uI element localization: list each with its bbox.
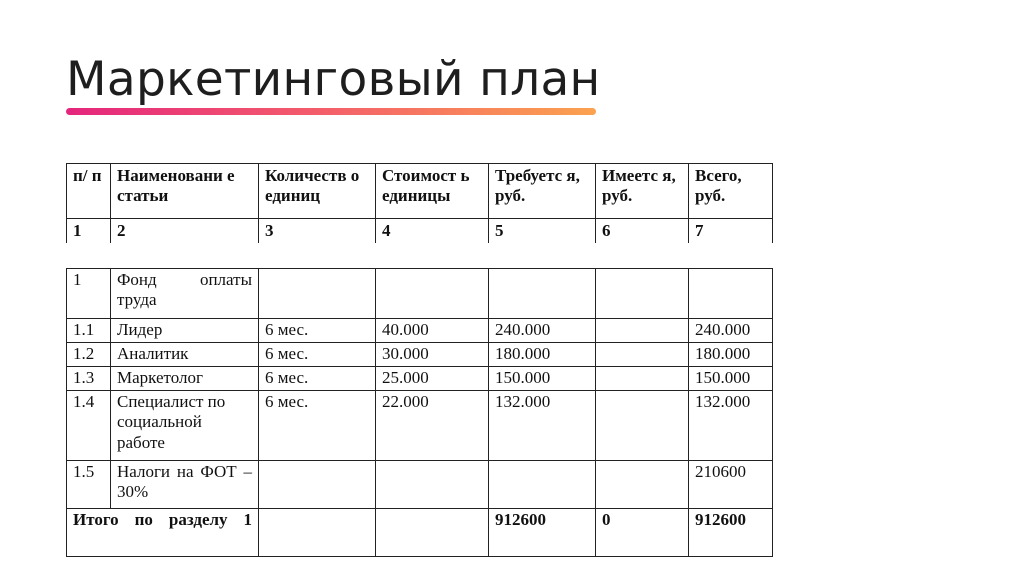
row-number: 1 [67, 269, 111, 319]
column-number: 3 [259, 219, 376, 244]
row-available [596, 343, 689, 367]
row-required: 132.000 [489, 391, 596, 461]
total-available: 0 [596, 509, 689, 557]
header-cell: Всего, руб. [689, 164, 773, 219]
row-total: 150.000 [689, 367, 773, 391]
row-total: 240.000 [689, 319, 773, 343]
table-row [67, 367, 773, 391]
row-price [376, 269, 489, 319]
row-name: Маркетолог [111, 367, 259, 391]
row-available [596, 367, 689, 391]
row-price: 40.000 [376, 319, 489, 343]
row-available [596, 461, 689, 509]
table-row [67, 391, 773, 461]
row-total: 132.000 [689, 391, 773, 461]
table-row [67, 461, 773, 509]
table-row [67, 269, 773, 319]
header-cell: Наименовани е статьи [111, 164, 259, 219]
row-required [489, 269, 596, 319]
row-number: 1.4 [67, 391, 111, 461]
row-qty: 6 мес. [259, 343, 376, 367]
row-number: 1.1 [67, 319, 111, 343]
column-number: 6 [596, 219, 689, 244]
table-row [67, 343, 773, 367]
row-total: 210600 [689, 461, 773, 509]
row-required: 150.000 [489, 367, 596, 391]
row-name: Налоги на ФОТ – 30% [111, 461, 259, 509]
header-cell: Требуетс я, руб. [489, 164, 596, 219]
row-required: 180.000 [489, 343, 596, 367]
row-total: 180.000 [689, 343, 773, 367]
title-underline [66, 108, 596, 115]
row-available [596, 391, 689, 461]
header-cell: Стоимост ь единицы [376, 164, 489, 219]
row-name: Лидер [111, 319, 259, 343]
column-number: 5 [489, 219, 596, 244]
total-required: 912600 [489, 509, 596, 557]
row-price [376, 461, 489, 509]
row-price: 22.000 [376, 391, 489, 461]
total-row [67, 509, 773, 557]
column-number-row [67, 219, 773, 244]
table-row [67, 319, 773, 343]
row-qty [259, 269, 376, 319]
header-row [67, 164, 773, 219]
total-qty [259, 509, 376, 557]
page-title: Маркетинговый план [66, 52, 601, 107]
row-price: 25.000 [376, 367, 489, 391]
column-number: 2 [111, 219, 259, 244]
row-name: Аналитик [111, 343, 259, 367]
row-qty: 6 мес. [259, 367, 376, 391]
row-required [489, 461, 596, 509]
row-required: 240.000 [489, 319, 596, 343]
header-table [66, 163, 773, 243]
row-qty: 6 мес. [259, 319, 376, 343]
column-number: 4 [376, 219, 489, 244]
budget-table [66, 268, 773, 557]
row-number: 1.5 [67, 461, 111, 509]
row-number: 1.3 [67, 367, 111, 391]
row-price: 30.000 [376, 343, 489, 367]
row-available [596, 319, 689, 343]
row-total [689, 269, 773, 319]
header-cell: п/ п [67, 164, 111, 219]
row-qty [259, 461, 376, 509]
row-available [596, 269, 689, 319]
total-price [376, 509, 489, 557]
total-label: Итого по разделу 1 [67, 509, 259, 557]
row-number: 1.2 [67, 343, 111, 367]
column-number: 7 [689, 219, 773, 244]
row-name: Фонд оплаты труда [111, 269, 259, 319]
row-name: Специалист по социальной работе [111, 391, 259, 461]
header-cell: Количеств о единиц [259, 164, 376, 219]
row-qty: 6 мес. [259, 391, 376, 461]
header-cell: Имеетс я, руб. [596, 164, 689, 219]
total-sum: 912600 [689, 509, 773, 557]
column-number: 1 [67, 219, 111, 244]
